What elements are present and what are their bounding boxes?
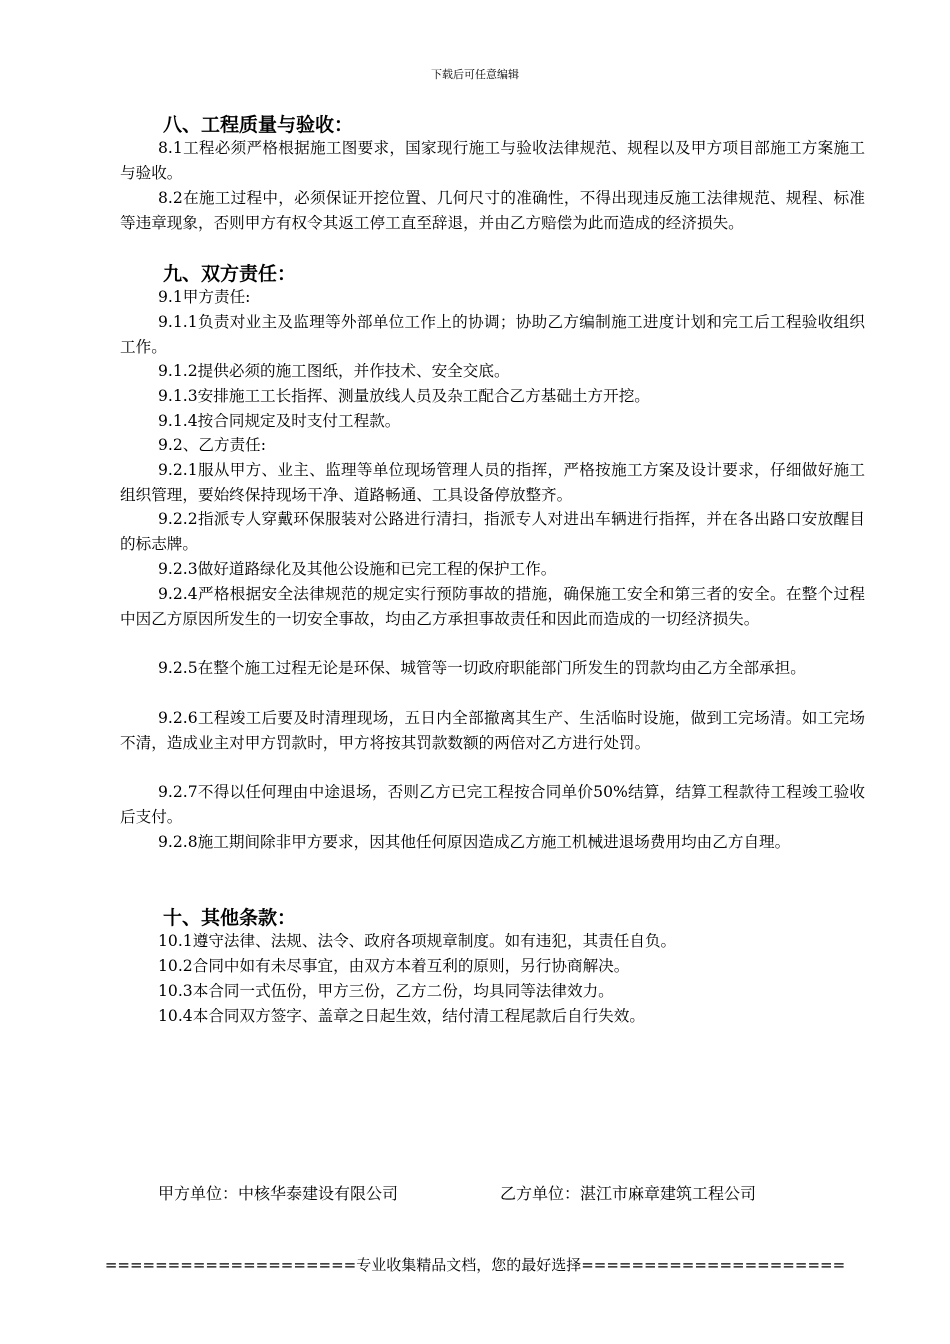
party-a-signature: 甲方单位：中核华泰建设有限公司 <box>158 1184 399 1203</box>
clause-9-2-8: 9.2.8施工期间除非甲方要求，因其他任何原因造成乙方施工机械进退场费用均由乙方自理。 <box>158 833 791 851</box>
clause-9-1-2: 9.1.2提供必须的施工图纸，并作技术、安全交底。 <box>158 362 510 380</box>
section-title-responsibilities: 九、双方责任： <box>163 263 297 285</box>
header-note: 下载后可任意编辑 <box>431 68 519 81</box>
clause-9-1-4: 9.1.4按合同规定及时支付工程款。 <box>158 412 401 430</box>
clause-9-2-3: 9.2.3做好道路绿化及其他公设施和已完工程的保护工作。 <box>158 560 557 578</box>
clause-9-1-heading: 9.1甲方责任: <box>158 288 251 306</box>
clause-10-2: 10.2合同中如有未尽事宜，由双方本着互利的原则，另行协商解决。 <box>158 957 630 975</box>
clause-8-1: 8.1工程必须严格根据施工图要求，国家现行施工与验收法律规范、规程以及甲方项目部施工方案施工与验收。 <box>120 139 865 182</box>
clause-9-2-1: 9.2.1服从甲方、业主、监理等单位现场管理人员的指挥，严格按施工方案及设计要求，仔细做好施工组织管理，要始终保持现场干净、道路畅通、工具设备停放整齐。 <box>120 461 865 504</box>
clause-9-2-2: 9.2.2指派专人穿戴环保服装对公路进行清扫，指派专人对进出车辆进行指挥，并在各出路口安放醒目的标志牌。 <box>120 510 865 553</box>
section-title-quality: 八、工程质量与验收： <box>163 114 354 136</box>
clause-9-2-6: 9.2.6工程竣工后要及时清理现场，五日内全部撤离其生产、生活临时设施，做到工完场清。如工完场不清，造成业主对甲方罚款时，甲方将按其罚款数额的两倍对乙方进行处罚。 <box>120 709 865 752</box>
clause-10-1: 10.1遵守法律、法规、法令、政府各项规章制度。如有违犯，其责任自负。 <box>158 932 677 950</box>
clause-8-2: 8.2在施工过程中，必须保证开挖位置、几何尺寸的准确性，不得出现违反施工法律规范、规程、标准等违章现象，否则甲方有权令其返工停工直至辞退，并由乙方赔偿为此而造成的经济损失。 <box>120 189 865 232</box>
clause-9-1-1: 9.1.1负责对业主及监理等外部单位工作上的协调；协助乙方编制施工进度计划和完工后工程验收组织工作。 <box>120 313 865 356</box>
party-b-signature: 乙方单位：湛江市麻章建筑工程公司 <box>500 1184 757 1203</box>
clause-10-3: 10.3本合同一式伍份，甲方三份，乙方二份，均具同等法律效力。 <box>158 982 614 1000</box>
clause-9-2-5: 9.2.5在整个施工过程无论是环保、城管等一切政府职能部门所发生的罚款均由乙方全部承担。 <box>158 659 806 677</box>
clause-9-1-3: 9.1.3安排施工工长指挥、测量放线人员及杂工配合乙方基础土方开挖。 <box>158 387 650 405</box>
clause-9-2-7: 9.2.7不得以任何理由中途退场，否则乙方已完工程按合同单价50%结算，结算工程款待工程竣工验收后支付。 <box>120 783 865 826</box>
clause-9-2-heading: 9.2、乙方责任: <box>158 436 267 454</box>
clause-10-4: 10.4本合同双方签字、盖章之日起生效，结付清工程尾款后自行失效。 <box>158 1007 645 1025</box>
footer-banner: ====================专业收集精品文档，您的最好选择===================== <box>104 1256 846 1274</box>
clause-9-2-4: 9.2.4严格根据安全法律规范的规定实行预防事故的措施，确保施工安全和第三者的安全。在整个过程中因乙方原因所发生的一切安全事故，均由乙方承担事故责任和因此而造成的一切经济损失。 <box>120 585 865 628</box>
section-title-other-terms: 十、其他条款： <box>163 907 297 929</box>
